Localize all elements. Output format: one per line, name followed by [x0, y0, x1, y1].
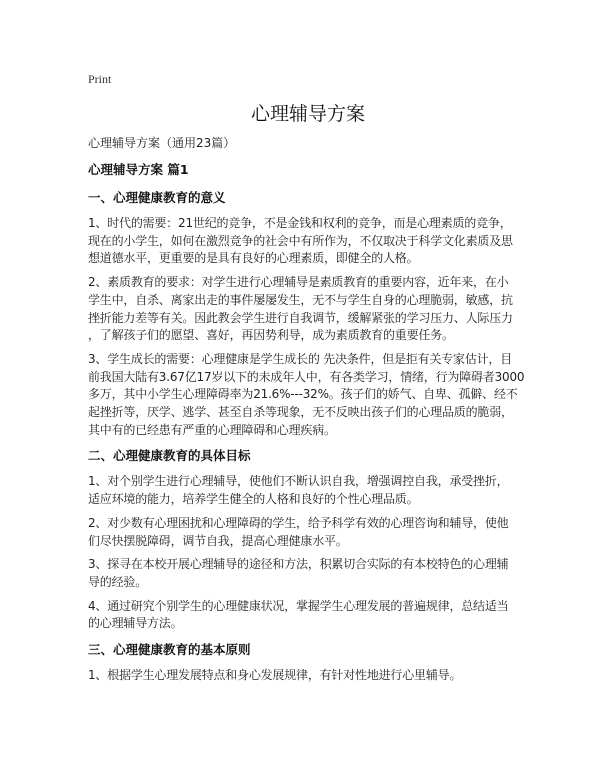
paragraph	[88, 667, 528, 685]
paragraph-line: 们尽快摆脱障碍，调节自我，提高心理健康水平。	[88, 533, 348, 548]
paragraph	[88, 215, 528, 268]
paragraph-line: 1、时代的需要：21世纪的竞争，不是金钱和权利的竞争，而是心理素质的竞争，	[88, 216, 512, 230]
section-heading: 一、心理健康教育的意义	[88, 190, 226, 205]
paragraph-line: 前我国大陆有3.67亿17岁以下的未成年人中，有各类学习，情绪，行为障碍者3000	[88, 369, 525, 384]
paragraph-line: 适应环境的能力，培养学生健全的人格和良好的个性心理品质。	[88, 492, 419, 507]
paragraph-line: 2、对少数有心理困扰和心理障碍的学生，给予科学有效的心理咨询和辅导，使他	[88, 515, 509, 530]
section-heading: 三、心理健康教育的基本原则	[88, 642, 251, 658]
paragraph-line: 3、学生成长的需要：心理健康是学生成长的 先决条件，但是拒有关专家估计，目	[88, 351, 513, 366]
paragraph-line: 4、通过研究个别学生的心理健康状况，掌握学生心理发展的普遍规律，总结适当	[88, 598, 509, 613]
document-page	[88, 70, 528, 685]
paragraph-line: 起挫折等，厌学、逃学、甚至自杀等现象，无不反映出孩子们的心理品质的脆弱，	[88, 405, 513, 420]
paragraph	[88, 473, 528, 508]
paragraph-line: 1、对个别学生进行心理辅导，使他们不断认识自我，增强调控自我，承受挫折，	[88, 474, 509, 489]
document-body	[88, 188, 528, 685]
document-subtitle: 心理辅导方案（通用23篇）	[88, 136, 236, 150]
paragraph-line: 3、探寻在本校开展心理辅导的途径和方法，积累切合实际的有本校特色的心理辅	[88, 557, 509, 572]
print-link[interactable]: Print	[88, 72, 112, 86]
paragraph	[88, 274, 528, 345]
section-heading: 二、心理健康教育的具体目标	[88, 448, 251, 464]
paragraph	[88, 598, 528, 633]
paragraph	[88, 556, 528, 591]
paragraph-line: 想道德水平，更重要的是具有良好的心理素质，即健全的人格。	[88, 251, 419, 266]
paragraph-line: 的心理辅导方法。	[88, 616, 183, 631]
paragraph-line: 其中有的已经患有严重的心理障碍和心理疾病。	[88, 422, 336, 437]
article-heading: 心理辅导方案 篇1	[88, 162, 189, 177]
page-title: 心理辅导方案	[250, 103, 365, 125]
paragraph-line: ，了解孩子们的愿望、喜好，再因势利导，成为素质教育的重要任务。	[88, 328, 454, 343]
paragraph-line: 多万，其中小学生心理障碍率为21.6%---32%。孩子们的娇气、自卑、孤僻、经不	[88, 387, 518, 402]
paragraph-line: 1、根据学生心理发展特点和身心发展规律，有针对性地进行心里辅导。	[88, 668, 462, 683]
paragraph-line: 现在的小学生，如何在激烈竞争的社会中有所作为，不仅取决于科学文化素质及思	[88, 233, 513, 248]
paragraph	[88, 351, 528, 440]
paragraph-line: 挫折能力差等有关。因此教会学生进行自我调节，缓解紧张的学习压力、人际压力	[88, 310, 513, 325]
paragraph-line: 导的经验。	[88, 574, 148, 589]
paragraph	[88, 515, 528, 550]
paragraph-line: 2、素质教育的要求：对学生进行心理辅导是素质教育的重要内容，近年来，在小	[88, 275, 509, 290]
paragraph-line: 学生中，自杀、离家出走的事件屡屡发生，无不与学生自身的心理脆弱，敏感，抗	[88, 292, 513, 307]
